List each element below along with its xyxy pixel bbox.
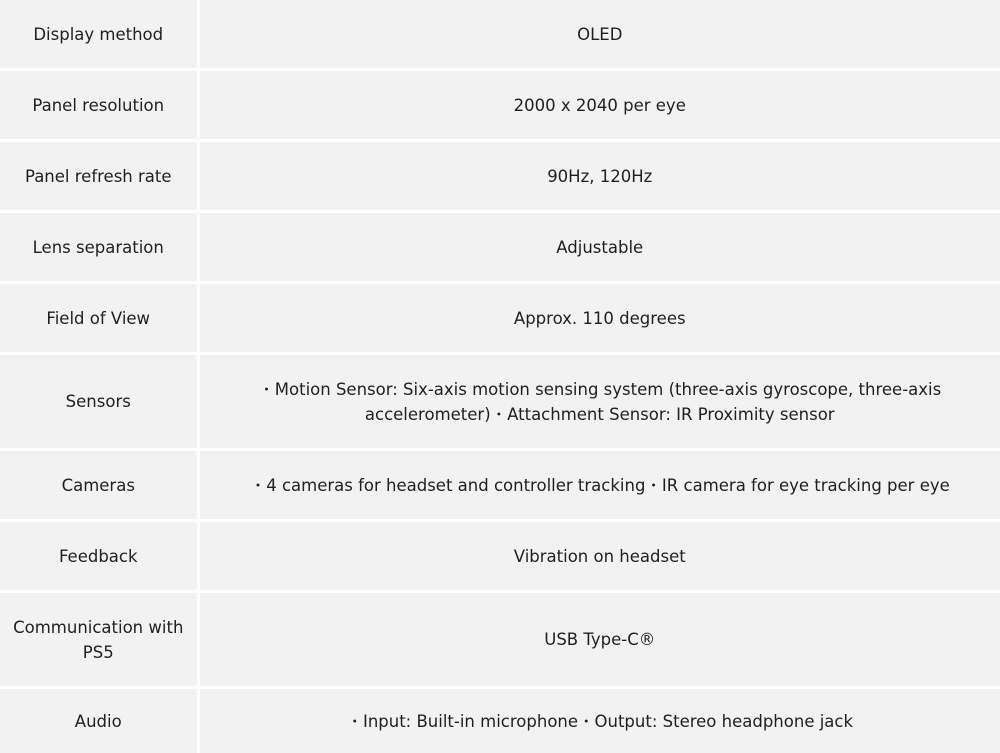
table-row bbox=[0, 212, 1000, 283]
table-row bbox=[0, 521, 1000, 592]
spec-value: USB Type-C® bbox=[198, 592, 1000, 688]
table-row bbox=[0, 70, 1000, 141]
spec-label: Audio bbox=[0, 688, 198, 753]
spec-label: Feedback bbox=[0, 521, 198, 592]
table-row bbox=[0, 283, 1000, 354]
table-row bbox=[0, 354, 1000, 450]
spec-value: Vibration on headset bbox=[198, 521, 1000, 592]
spec-value: Adjustable bbox=[198, 212, 1000, 283]
spec-value: OLED bbox=[198, 0, 1000, 70]
spec-label: Display method bbox=[0, 0, 198, 70]
table-row bbox=[0, 141, 1000, 212]
spec-label: Panel resolution bbox=[0, 70, 198, 141]
spec-value: 2000 x 2040 per eye bbox=[198, 70, 1000, 141]
spec-label: Field of View bbox=[0, 283, 198, 354]
spec-value: Approx. 110 degrees bbox=[198, 283, 1000, 354]
spec-label: Cameras bbox=[0, 450, 198, 521]
table-row bbox=[0, 0, 1000, 70]
spec-value: ・Motion Sensor: Six-axis motion sensing system (three-axis gyroscope, three-axis accelerometer)・Attachment Sensor: IR Proximity sensor bbox=[198, 354, 1000, 450]
spec-label: Panel refresh rate bbox=[0, 141, 198, 212]
table-row bbox=[0, 688, 1000, 753]
spec-value: ・4 cameras for headset and controller tracking・IR camera for eye tracking per eye bbox=[198, 450, 1000, 521]
spec-label: Communication with PS5 bbox=[0, 592, 198, 688]
table-row bbox=[0, 450, 1000, 521]
table-row bbox=[0, 592, 1000, 688]
spec-value: 90Hz, 120Hz bbox=[198, 141, 1000, 212]
spec-value: ・Input: Built-in microphone・Output: Stereo headphone jack bbox=[198, 688, 1000, 753]
spec-label: Lens separation bbox=[0, 212, 198, 283]
spec-label: Sensors bbox=[0, 354, 198, 450]
